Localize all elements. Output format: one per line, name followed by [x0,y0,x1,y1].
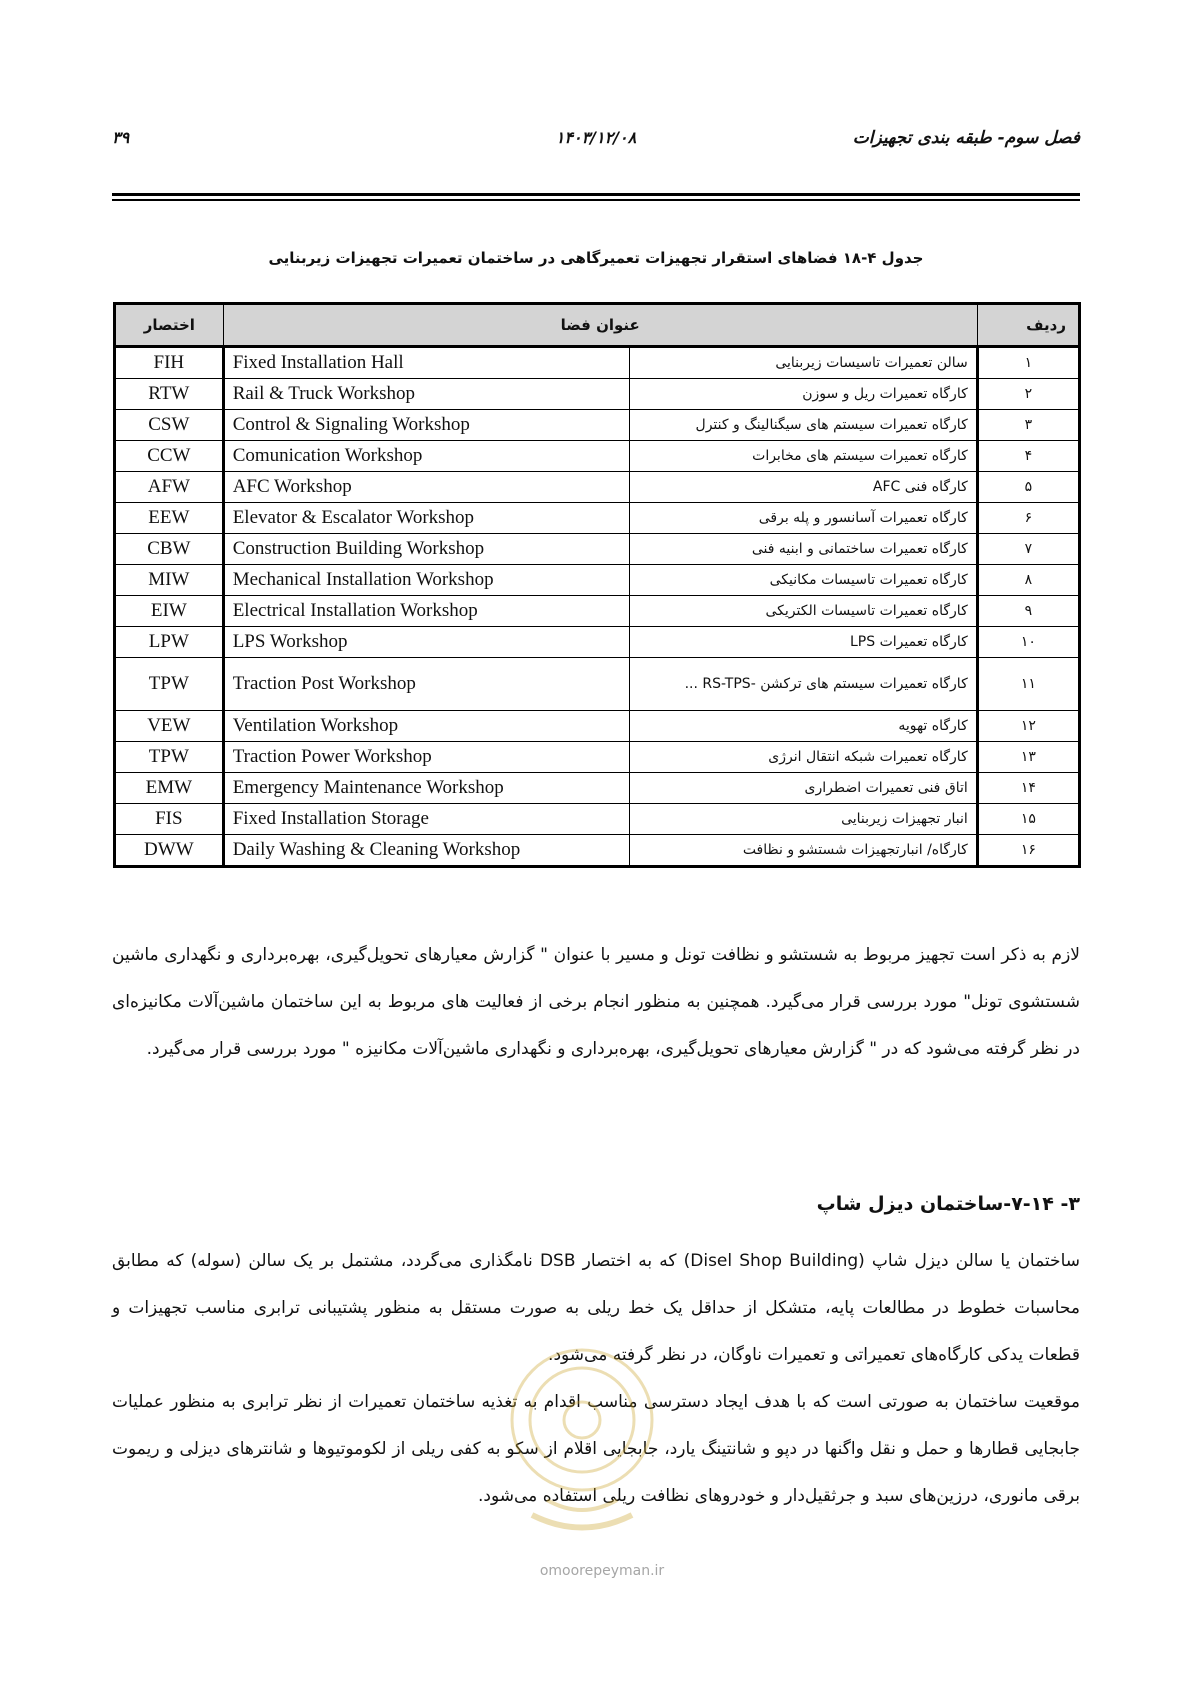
table-row [115,534,1080,565]
cell-abbr: FIS [115,804,224,835]
table-caption: جدول ۴-۱۸ فضاهای استقرار تجهیزات تعمیرگاهی در ساختمان تعمیرات تجهیزات زیربنایی [268,249,924,267]
table-row [115,565,1080,596]
watermark-domain: omoorepeyman.ir [539,1563,665,1579]
cell-abbr: FIH [115,347,224,379]
cell-title-en: Fixed Installation Hall [223,347,629,379]
table-row [115,472,1080,503]
cell-title-en: AFC Workshop [223,472,629,503]
cell-title-en: Elevator & Escalator Workshop [223,503,629,534]
header-row-number: ردیف [977,304,1079,347]
cell-row-number: ۶ [977,503,1079,534]
cell-title-en: Ventilation Workshop [223,711,629,742]
cell-title-fa: کارگاه تعمیرات ریل و سوزن [629,379,977,410]
cell-title-fa: کارگاه تعمیرات تاسیسات مکانیکی [629,565,977,596]
cell-row-number: ۱۵ [977,804,1079,835]
cell-abbr: CCW [115,441,224,472]
cell-title-fa: کارگاه تعمیرات تاسیسات الکتریکی [629,596,977,627]
cell-title-en: LPS Workshop [223,627,629,658]
table-row [115,627,1080,658]
table-row [115,804,1080,835]
cell-row-number: ۱۲ [977,711,1079,742]
table-row [115,379,1080,410]
section-paragraph-a: ساختمان یا سالن دیزل شاپ (Disel Shop Building) که به اختصار DSB نامگذاری می‌گردد، مشتمل بر یک سالن (سوله) که مطابق محاسبات خطوط در مطالعات پایه، متشکل از حداقل یک خط ریلی به صورت مستقل به منظور پشتیبانی ترابری مناسب تجهیزات و قطعات یدکی کارگاه‌های تعمیراتی و تعمیرات ناوگان، در نظر گرفته می‌شود. [112,1251,1080,1365]
page-number: ۳۹ [112,128,130,147]
cell-title-fa: کارگاه/ انبارتجهیزات شستشو و نظافت [629,835,977,867]
cell-abbr: TPW [115,658,224,711]
cell-title-fa: کارگاه تعمیرات سیستم های مخابرات [629,441,977,472]
cell-title-fa: اتاق فنی تعمیرات اضطراری [629,773,977,804]
cell-abbr: EEW [115,503,224,534]
paragraph-1 [112,932,1080,1073]
cell-title-fa: کارگاه تعمیرات ساختمانی و ابنیه فنی [629,534,977,565]
header-title: عنوان فضا [223,304,977,347]
cell-title-fa: کارگاه تهویه [629,711,977,742]
cell-title-en: Control & Signaling Workshop [223,410,629,441]
cell-title-en: Traction Post Workshop [223,658,629,711]
cell-abbr: CBW [115,534,224,565]
watermark-seal-icon [492,1325,672,1555]
header-divider-thin [112,199,1080,201]
cell-abbr: DWW [115,835,224,867]
cell-row-number: ۴ [977,441,1079,472]
cell-abbr: MIW [115,565,224,596]
cell-title-fa: سالن تعمیرات تاسیسات زیربنایی [629,347,977,379]
cell-row-number: ۱۶ [977,835,1079,867]
cell-abbr: LPW [115,627,224,658]
cell-title-en: Rail & Truck Workshop [223,379,629,410]
cell-abbr: AFW [115,472,224,503]
cell-title-en: Emergency Maintenance Workshop [223,773,629,804]
cell-title-fa: کارگاه فنی AFC [629,472,977,503]
cell-row-number: ۸ [977,565,1079,596]
cell-abbr: VEW [115,711,224,742]
table-body [115,347,1080,867]
cell-title-en: Comunication Workshop [223,441,629,472]
section-paragraph-b: موقعیت ساختمان به صورتی است که با هدف ایجاد دسترسی مناسب اقدام به تغذیه ساختمان تعمیرات از نظر ترابری به منظور عملیات جابجایی قطارها و حمل و نقل واگنها در دپو و شانتینگ یارد، جابجایی اقلام از سکو به کفی ریلی از لکوموتیوها و شانترهای دیزلی و ریموت برقی مانوری، درزین‌های سبد و جرثقیل‌دار و خودروهای نظافت ریلی استفاده می‌شود. [112,1392,1080,1506]
table-row [115,658,1080,711]
cell-title-en: Construction Building Workshop [223,534,629,565]
table-row [115,503,1080,534]
paragraph-1-text: لازم به ذکر است تجهیز مربوط به شستشو و نظافت تونل و مسیر با عنوان " گزارش معیارهای تحویل‌گیری، بهره‌برداری و نگهداری ماشین شستشوی تونل" مورد بررسی قرار می‌گیرد. همچنین به منظور انجام برخی از فعالیت های مربوط به این ساختمان ماشین‌آلات مکانیزه‌ای در نظر گرفته می‌شود که در " گزارش معیارهای تحویل‌گیری، بهره‌برداری و نگهداری ماشین‌آلات مکانیزه " مورد بررسی قرار می‌گیرد. [112,945,1080,1059]
cell-row-number: ۷ [977,534,1079,565]
cell-title-fa: کارگاه تعمیرات آسانسور و پله برقی [629,503,977,534]
table-row [115,441,1080,472]
cell-title-fa: کارگاه تعمیرات شبکه انتقال انرژی [629,742,977,773]
cell-abbr: TPW [115,742,224,773]
table-row [115,835,1080,867]
chapter-title: فصل سوم- طبقه بندی تجهیزات [852,128,1080,148]
table-row [115,742,1080,773]
page-header [112,128,1080,158]
cell-row-number: ۹ [977,596,1079,627]
cell-abbr: EIW [115,596,224,627]
cell-abbr: RTW [115,379,224,410]
cell-title-en: Traction Power Workshop [223,742,629,773]
header-date: ۱۴۰۳/۱۲/۰۸ [555,128,637,147]
table-row [115,711,1080,742]
header-divider-thick [112,193,1080,196]
table-row [115,773,1080,804]
cell-abbr: CSW [115,410,224,441]
cell-row-number: ۱۱ [977,658,1079,711]
cell-title-fa: انبار تجهیزات زیربنایی [629,804,977,835]
cell-row-number: ۵ [977,472,1079,503]
cell-row-number: ۱۴ [977,773,1079,804]
cell-title-en: Mechanical Installation Workshop [223,565,629,596]
cell-title-fa: کارگاه تعمیرات سیستم های سیگنالینگ و کنترل [629,410,977,441]
cell-row-number: ۱۳ [977,742,1079,773]
cell-title-en: Electrical Installation Workshop [223,596,629,627]
cell-row-number: ۳ [977,410,1079,441]
table-header-row [115,304,1080,347]
cell-row-number: ۱ [977,347,1079,379]
cell-title-en: Fixed Installation Storage [223,804,629,835]
cell-title-fa: کارگاه تعمیرات LPS [629,627,977,658]
cell-abbr: EMW [115,773,224,804]
table-row [115,410,1080,441]
section-heading: ۳- ۷-۱۴-ساختمان دیزل شاپ [816,1193,1080,1215]
cell-row-number: ۲ [977,379,1079,410]
spaces-table [113,302,1081,868]
header-abbr: اختصار [115,304,224,347]
table-row [115,347,1080,379]
table-row [115,596,1080,627]
cell-title-en: Daily Washing & Cleaning Workshop [223,835,629,867]
cell-title-fa: کارگاه تعمیرات سیستم های ترکشن -RS-TPS ... [629,658,977,711]
cell-row-number: ۱۰ [977,627,1079,658]
